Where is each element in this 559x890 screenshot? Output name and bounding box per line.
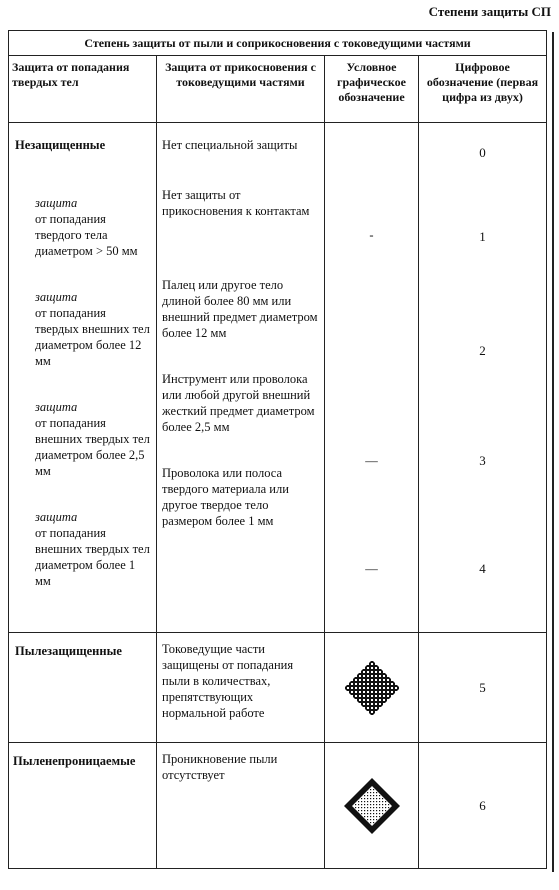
symbol-dash: — [365, 562, 378, 576]
description-text: Нет защиты от прикосновения к контактам [162, 188, 310, 218]
digit-code: 4 [479, 561, 486, 576]
table-row [9, 123, 547, 633]
header-graphic-symbol: Условное графическое обозначение [325, 56, 419, 123]
page-header: Степени защиты СП [428, 4, 551, 19]
digit-code: 6 [479, 797, 486, 813]
group3-label: Пыленепроницаемые [13, 754, 136, 768]
group3-protection-cell [9, 743, 157, 869]
group2-protection-cell [9, 633, 157, 743]
group2-symbol-cell [325, 633, 419, 743]
list-item: защита от попадания внешних твердых тел диаметром более 1 мм [35, 510, 150, 588]
page-edge-line [552, 32, 554, 872]
symbol-dash: — [365, 454, 378, 468]
description-text: Проникновение пыли отсутствует [162, 752, 278, 782]
header-live-parts: Защита от прикосновения с токоведущими частями [157, 56, 325, 123]
header-row [9, 56, 547, 123]
header-solid-bodies: Защита от попадания твердых тел [9, 56, 157, 123]
list-item: защита от попадания твердого тела диаметром > 50 мм [35, 196, 138, 258]
group2-description-cell [157, 633, 325, 743]
group3-symbol-cell [325, 743, 419, 869]
table-caption: Степень защиты от пыли и соприкосновения с токоведущими частями [9, 31, 547, 56]
table-row [9, 743, 547, 869]
list-item: защита от попадания внешних твердых тел диаметром более 2,5 мм [35, 400, 150, 478]
digit-code: 1 [479, 229, 486, 244]
group1-digit-cell [419, 123, 547, 633]
group1-label: Незащищенные [15, 138, 106, 152]
description-text: Нет специальной защиты [162, 138, 298, 152]
framed-dust-grid-diamond-icon [342, 776, 402, 836]
group2-digit-cell [419, 633, 547, 743]
group3-digit-cell [419, 743, 547, 869]
description-text: Токоведущие части защищены от попадания пыли в количествах, препятствующих нормальной работе [162, 642, 294, 720]
group2-label: Пылезащищенные [15, 644, 122, 658]
description-text: Инструмент или проволока или любой другой внешний жесткий предмет диаметром более 2,5 мм [162, 372, 315, 434]
group1-description-cell [157, 123, 325, 633]
group1-symbol-cell [325, 123, 419, 633]
digit-code: 5 [479, 679, 486, 695]
dust-grid-diamond-icon [342, 658, 402, 718]
description-text: Проволока или полоса твердого материала или другое твердое тело размером более 1 мм [162, 466, 289, 528]
symbol-dash: - [369, 228, 374, 242]
digit-code: 2 [479, 343, 486, 358]
digit-code: 0 [479, 145, 486, 160]
list-item: защита от попадания твердых внешних тел диаметром более 12 мм [35, 290, 150, 368]
table-row [9, 633, 547, 743]
group1-protection-cell [9, 123, 157, 633]
group3-description-cell [157, 743, 325, 869]
description-text: Палец или другое тело длиной более 80 мм или внешний предмет диаметром более 12 мм [162, 278, 318, 340]
header-digit-code: Цифровое обозначение (первая цифра из двух) [419, 56, 547, 123]
digit-code: 3 [479, 453, 486, 468]
protection-table [8, 30, 547, 869]
